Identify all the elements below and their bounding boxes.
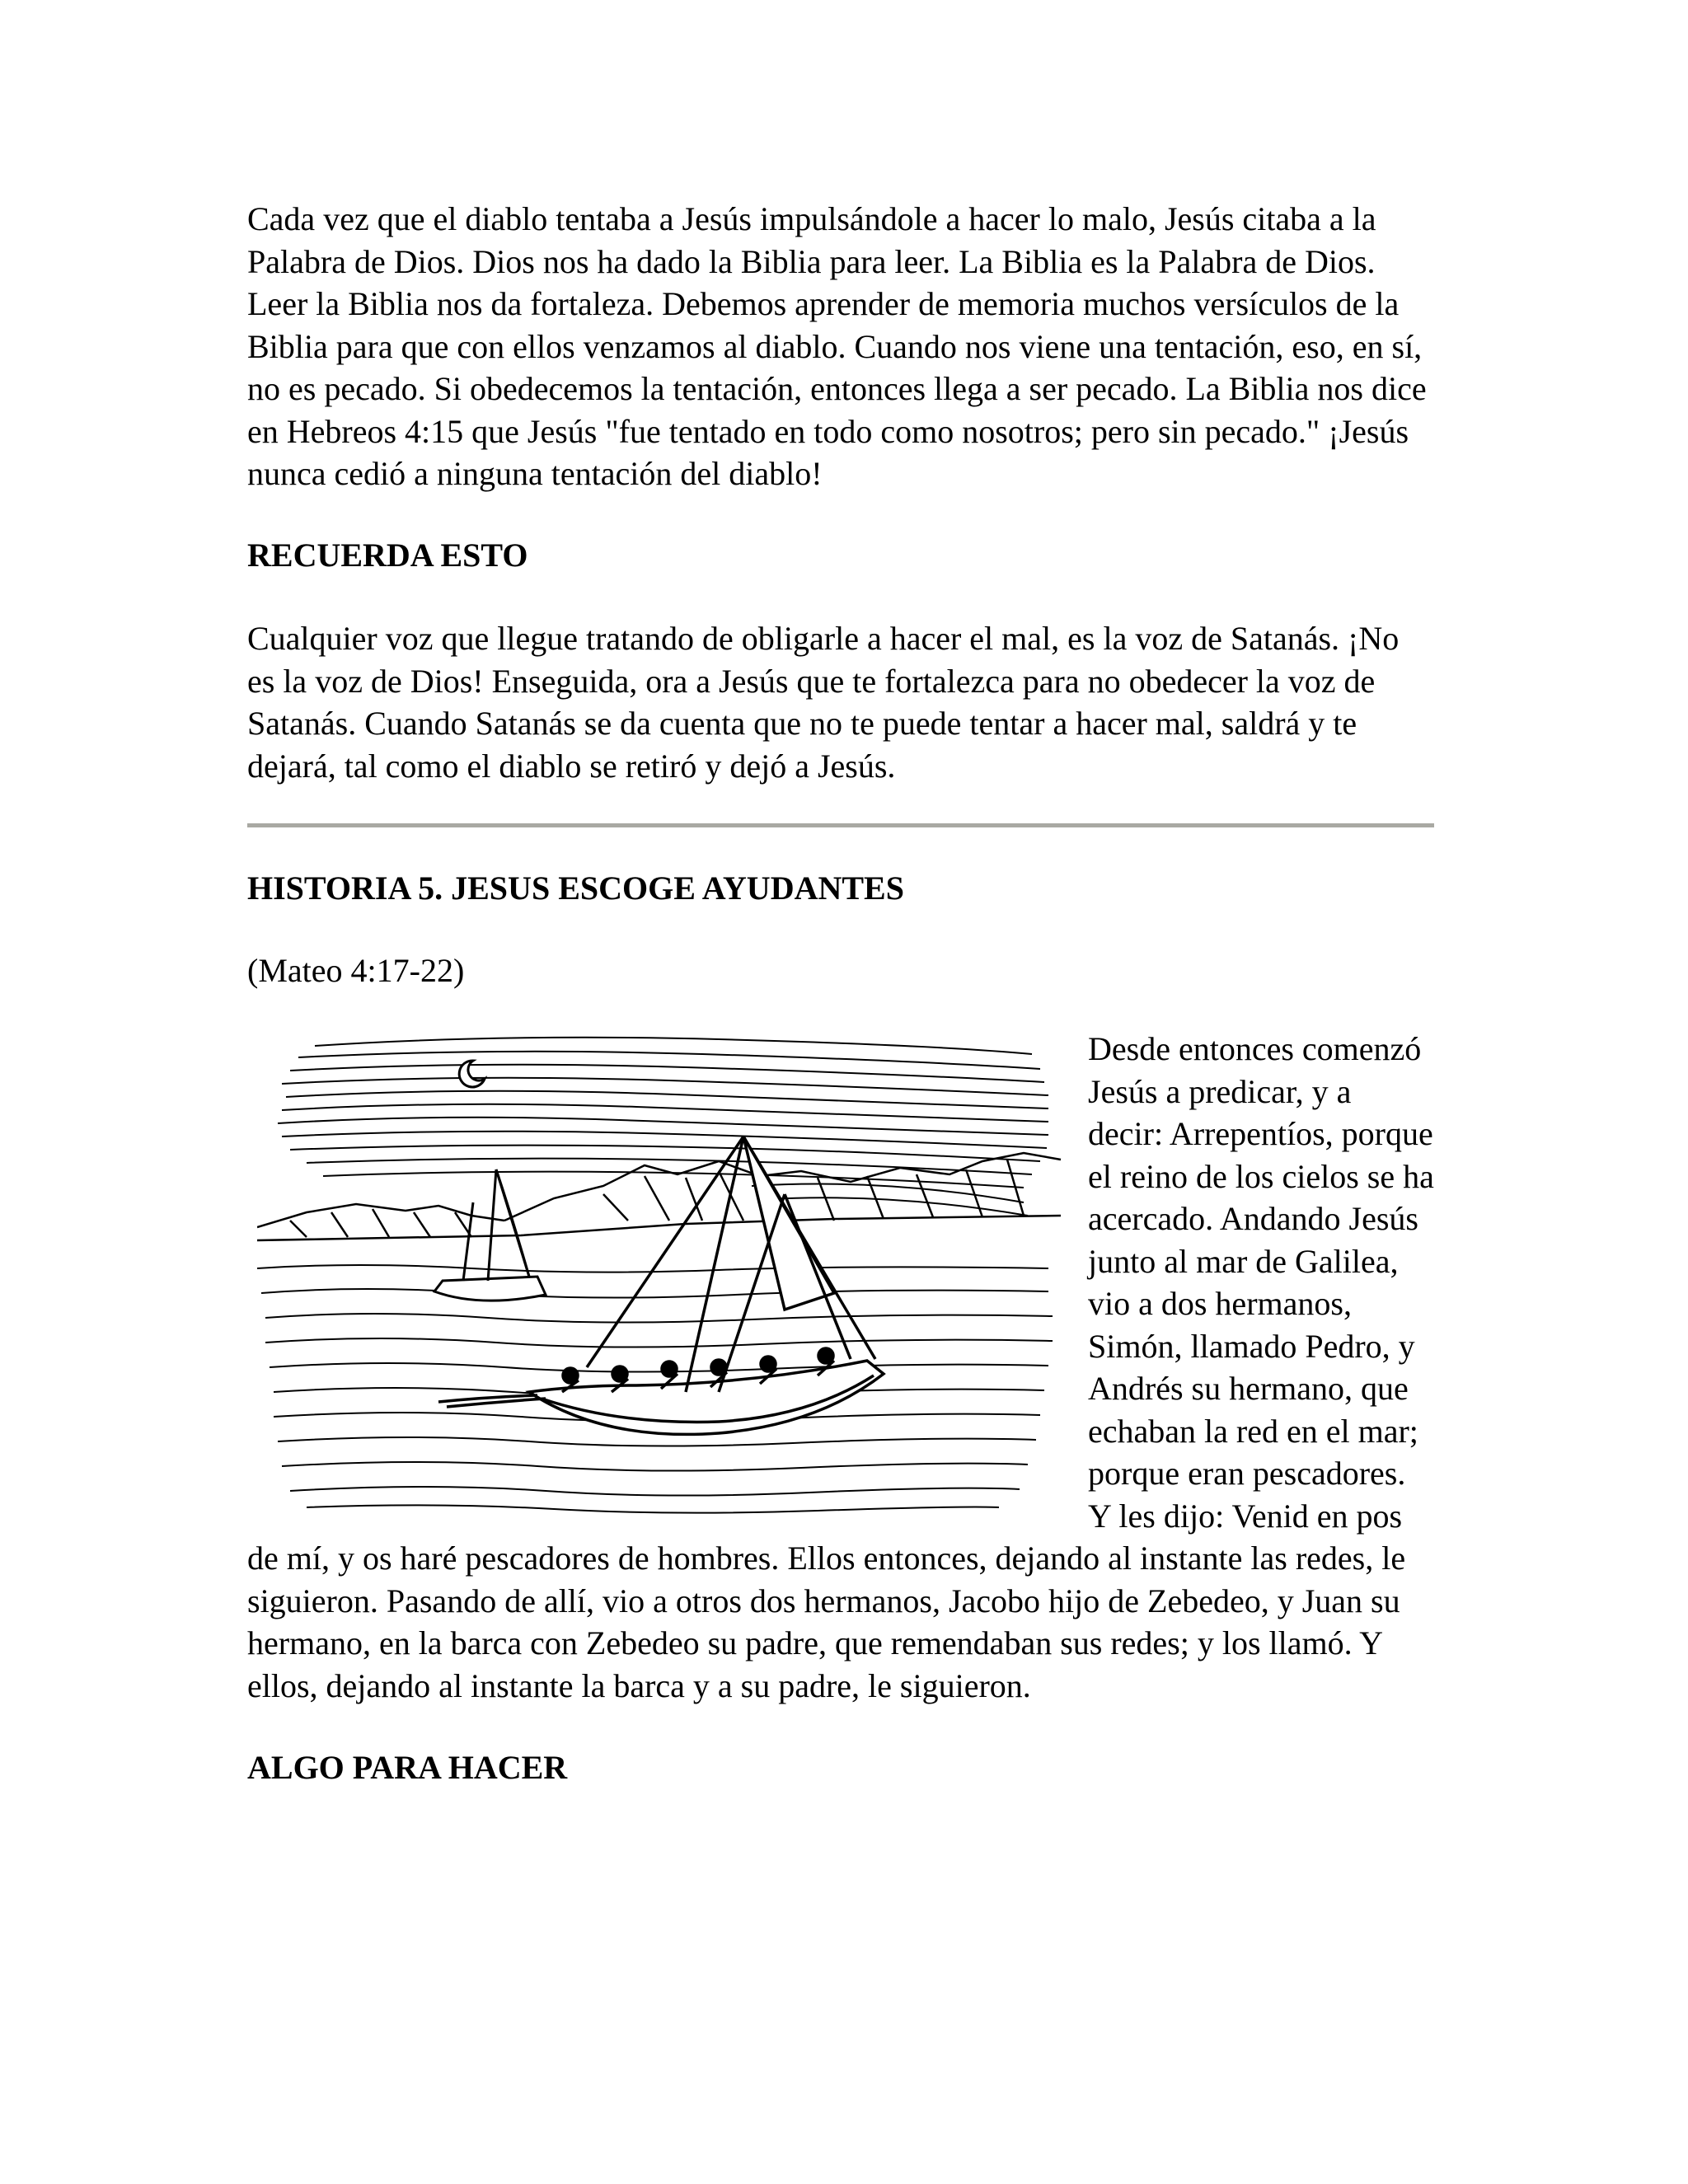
sky-hatching bbox=[278, 1038, 1048, 1216]
story-heading: HISTORIA 5. JESUS ESCOGE AYUDANTES bbox=[247, 869, 904, 907]
intro-paragraph: Cada vez que el diablo tentaba a Jesús impulsándole a hacer lo malo, Jesús citaba a la Palabra de Dios. Dios nos ha dado la Biblia para leer. La Biblia es la Palabra de Dios. Leer la Biblia nos da fortaleza. Debemos aprender de memoria muchos versículos de la Biblia para que con ellos venzamos al diablo. Cuando nos viene una tentación, eso, en sí, no es pecado. Si obedecemos la tentación, entonces llega a ser pecado. La Biblia nos dice en Hebreos 4:15 que Jesús "fue tentado en todo como nosotros; pero sin pecado." ¡Jesús nunca cedió a ninguna tentación del diablo! bbox=[247, 200, 1427, 492]
fishing-boat-illustration bbox=[257, 1029, 1065, 1516]
mountains bbox=[257, 1153, 1061, 1240]
remember-heading: RECUERDA ESTO bbox=[247, 536, 528, 574]
activity-heading: ALGO PARA HACER bbox=[247, 1749, 568, 1786]
document-page bbox=[247, 198, 1434, 1789]
horizontal-rule bbox=[247, 823, 1434, 827]
scripture-reference: (Mateo 4:17-22) bbox=[247, 951, 465, 989]
remember-paragraph: Cualquier voz que llegue tratando de obligarle a hacer el mal, es la voz de Satanás. ¡No es la voz de Dios! Enseguida, ora a Jesús que te fortalezca para no obedecer la voz de Satanás. Cuando Satanás se da cuenta que no te puede tentar a hacer mal, saldrá y te dejará, tal como el diablo se retiró y dejó a Jesús. bbox=[247, 620, 1400, 785]
story-paragraph: Desde entonces comenzó Jesús a predicar, y a decir: Arrepentíos, porque el reino de los cielos se ha acercado. Andando Jesús junto al mar de Galilea, vio a dos hermanos, Simón, llamado Pedro, y Andrés su hermano, que echaban la red en el mar; porque eran pescadores. Y les dijo: Venid en pos de mí, y os haré pescadores de hombres. Ellos entonces, dejando al instante las redes, le siguieron. Pasando de allí, vio a otros dos hermanos, Jacobo hijo de Zebedeo, y Juan su hermano, en la barca con Zebedeo su padre, que remendaban sus redes; y los llamó. Y ellos, dejando al instante la barca y a su padre, le siguieron. bbox=[247, 1030, 1434, 1704]
story-section bbox=[247, 1028, 1434, 1707]
